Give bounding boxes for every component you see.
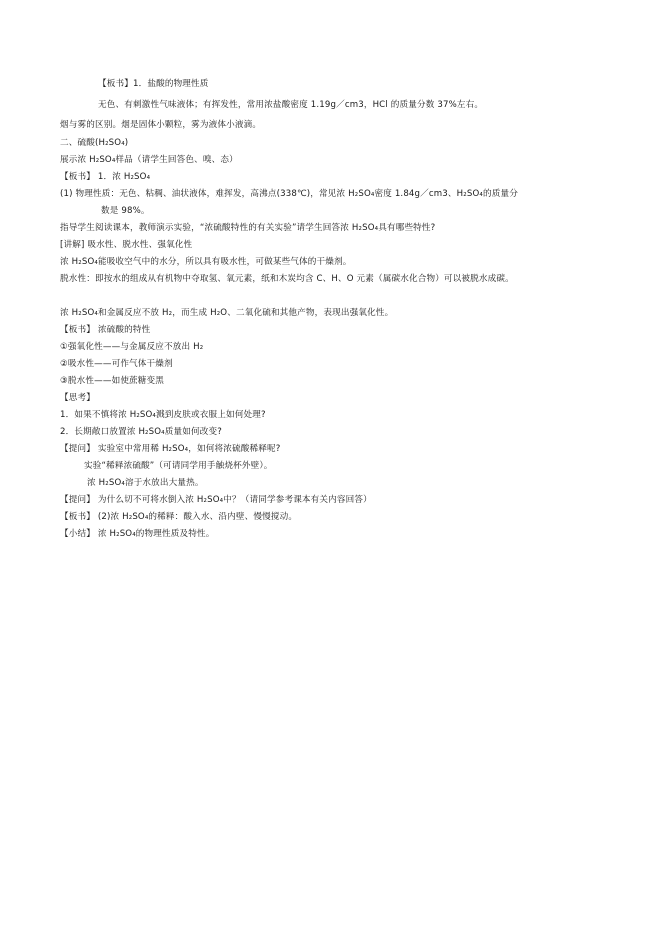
paragraph-smoke-vs-fog: 烟与雾的区别。烟是固体小颗粒，雾为液体小液滴。 (60, 120, 262, 130)
board-note-concentrated-acid: 【板书】 1．浓 H₂SO₄ (60, 172, 151, 182)
paragraph-dehydration: 脱水性：即按水的组成从有机物中夺取氢、氧元素，纸和木炭均含 C、H、O 元素（属碳水化合物）可以被脱水成碳。 (60, 274, 514, 284)
paragraph-water-absorption: 浓 H₂SO₄能吸收空气中的水分，所以具有吸水性，可做某些气体的干燥剂。 (60, 257, 352, 267)
list-item-water-absorption: ②吸水性——可作气体干燥剂 (60, 359, 173, 369)
paragraph-guide-reading: 指导学生阅读课本，教师演示实验，“浓硫酸特性的有关实验”请学生回答浓 H₂SO₄具有哪些特性? (60, 223, 436, 233)
heading-think: 【思考】 (60, 393, 95, 403)
question-2: 2．长期敞口放置浓 H₂SO₄质量如何改变? (60, 427, 222, 437)
question-1: 1．如果不慎将浓 H₂SO₄溅到皮肤或衣服上如何处理? (60, 410, 266, 420)
experiment-dilution: 实验“稀释浓硫酸”（可请同学用手触烧杯外壁）。 (84, 461, 273, 471)
paragraph-oxidation: 浓 H₂SO₄和金属反应不放 H₂，而生成 H₂O、二氧化硫和其他产物，表现出强氧化性。 (60, 308, 394, 318)
paragraph-physical-properties: (1) 物理性质：无色、粘稠、油状液体，难挥发，高沸点(338℃)，常见浓 H₂SO₄密度 1.84g／cm3、H₂SO₄的质量分 (60, 189, 518, 199)
list-item-strong-oxidation: ①强氧化性——与金属反应不放出 H₂ (60, 342, 204, 352)
paragraph-show-sample: 展示浓 H₂SO₄样品（请学生回答色、嗅、态） (60, 155, 238, 165)
list-item-dehydration: ③脱水性——如使蔗糖变黑 (60, 376, 165, 386)
paragraph-physical-properties-cont: 数是 98%。 (101, 206, 150, 216)
explain-properties: [讲解] 吸水性、脱水性、强氧化性 (60, 240, 193, 250)
board-note-dilution-method: 【板书】 (2)浓 H₂SO₄的稀释：酸入水、沿内壁、慢慢搅动。 (60, 512, 298, 522)
heading-hydrochloric-acid-properties: 【板书】1．盐酸的物理性质 (98, 79, 209, 89)
paragraph-heat-release: 浓 H₂SO₄溶于水放出大量热。 (87, 478, 204, 488)
summary: 【小结】 浓 H₂SO₄的物理性质及特性。 (60, 529, 215, 539)
board-note-special-properties: 【板书】 浓硫酸的特性 (60, 325, 151, 335)
prompt-dilution: 【提问】 实验室中常用稀 H₂SO₄，如何将浓硫酸稀释呢? (60, 444, 281, 454)
section-title-sulfuric-acid: 二、硫酸(H₂SO₄) (60, 138, 129, 148)
prompt-why-not-water: 【提问】 为什么切不可将水倒入浓 H₂SO₄中？（请同学参考课本有关内容回答） (60, 495, 372, 505)
paragraph-hcl-description: 无色、有刺激性气味液体；有挥发性，常用浓盐酸密度 1.19g／cm3，HCl 的质量分数 37%左右。 (98, 100, 484, 110)
